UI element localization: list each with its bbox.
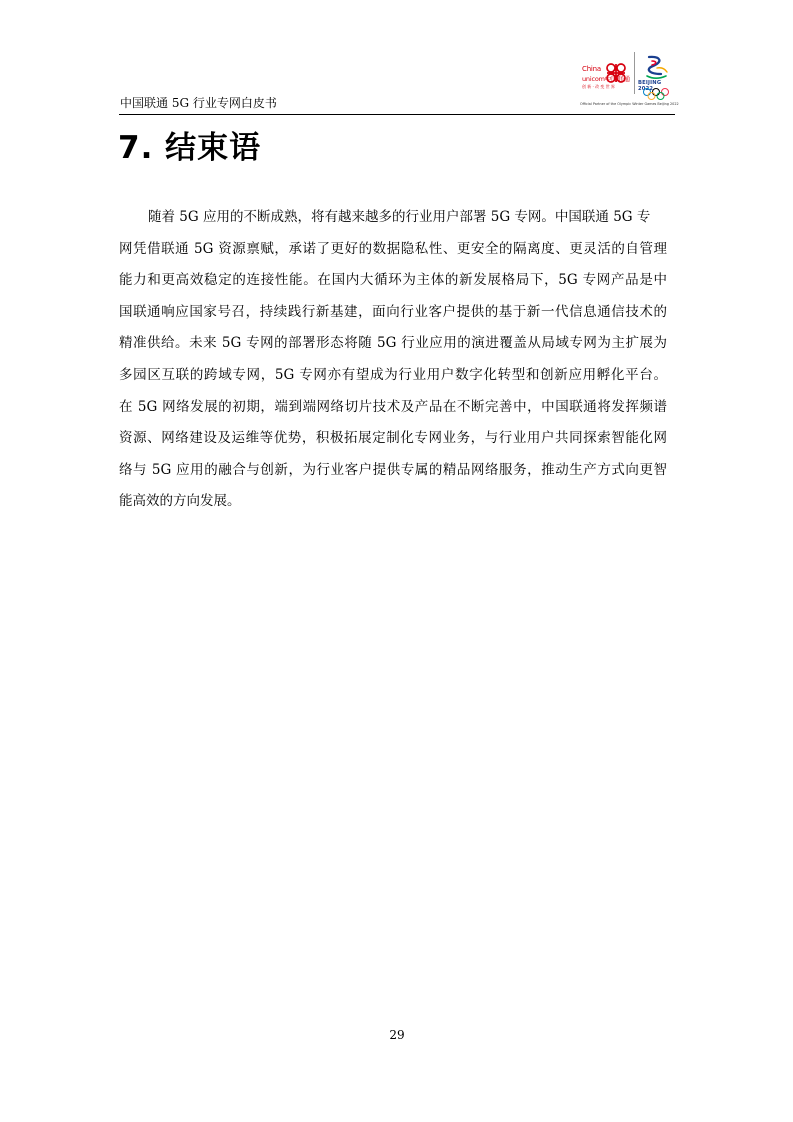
official-partner-line: Official Partner of the Olympic Winter Games Beijing 2022 <box>580 102 679 106</box>
china-unicom-en-bottom: unicom中国联通 <box>582 75 630 83</box>
logo-divider <box>634 52 635 94</box>
body-line: 随着 5G 应用的不断成熟，将有越来越多的行业用户部署 5G 专网。中国联通 5G 专 <box>148 209 651 225</box>
body-line: 精准供给。未来 5G 专网的部署形态将随 5G 行业应用的演进覆盖从局域专网为主扩展为 <box>119 335 667 352</box>
beijing-2022-wordmark: BEIJING 2022 <box>638 80 662 92</box>
body-paragraph <box>119 202 675 518</box>
olympic-rings-icon <box>642 88 670 100</box>
china-unicom-en-top: China <box>582 65 601 73</box>
body-line: 能高效的方向发展。 <box>119 493 241 510</box>
body-line: 在 5G 网络发展的初期，端到端网络切片技术及产品在不断完善中，中国联通将发挥频谱 <box>119 398 667 415</box>
header-logo-group <box>576 52 678 112</box>
beijing-2022-emblem-icon <box>639 54 673 82</box>
body-line: 国联通响应国家号召，持续践行新基建，面向行业客户提供的基于新一代信息通信技术的 <box>119 303 667 320</box>
body-line: 网凭借联通 5G 资源禀赋，承诺了更好的数据隐私性、更安全的隔离度、更灵活的自管理 <box>119 240 667 257</box>
running-header-title: 中国联通 5G 行业专网白皮书 <box>120 96 277 110</box>
body-line: 多园区互联的跨域专网，5G 专网亦有望成为行业用户数字化转型和创新应用孵化平台。 <box>119 366 667 383</box>
page-number: 29 <box>389 1028 405 1042</box>
body-line: 资源、网络建设及运维等优势，积极拓展定制化专网业务，与行业用户共同探索智能化网 <box>119 430 667 447</box>
header-rule <box>119 114 675 115</box>
body-line: 能力和更高效稳定的连接性能。在国内大循环为主体的新发展格局下，5G 专网产品是中 <box>119 272 667 289</box>
body-line: 络与 5G 应用的融合与创新，为行业客户提供专属的精品网络服务，推动生产方式向更智 <box>119 461 667 478</box>
chapter-heading: 7. 结束语 <box>118 130 262 166</box>
china-unicom-slogan: 创 新 · 改 变 世 界 <box>582 84 615 89</box>
